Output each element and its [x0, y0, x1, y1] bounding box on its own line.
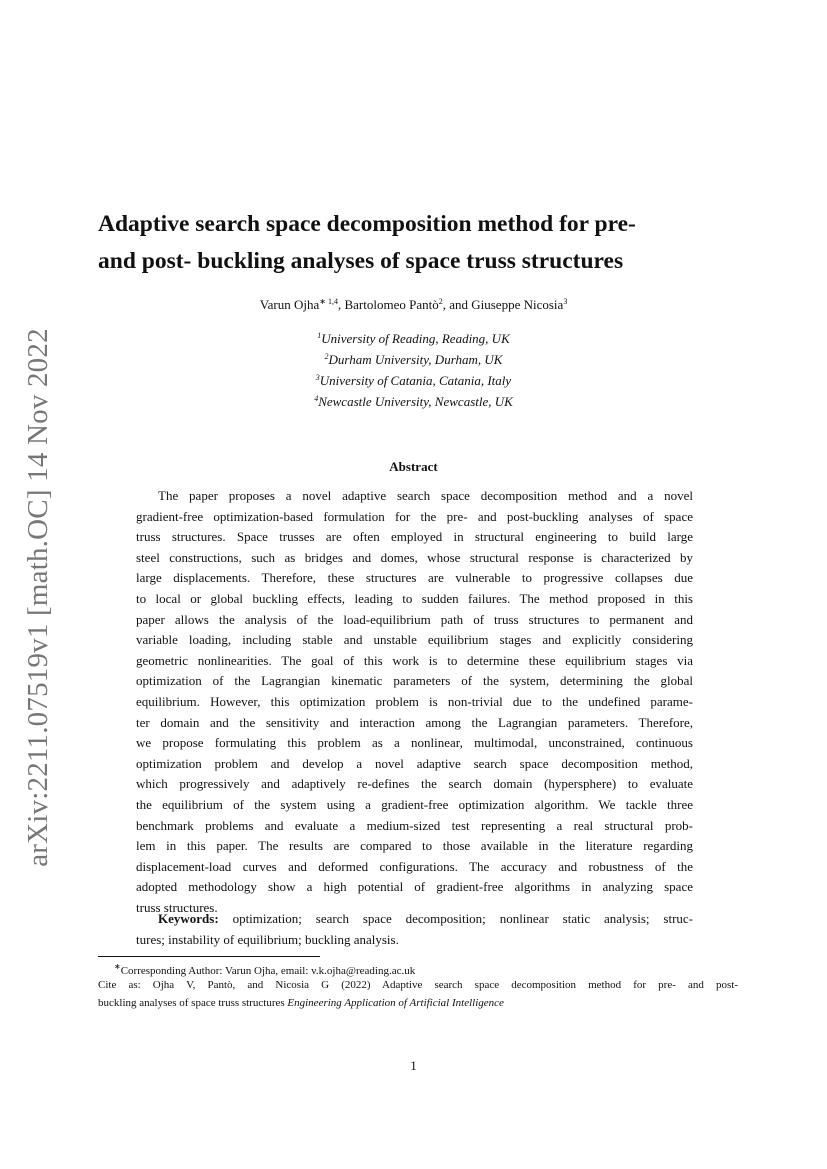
abstract-line: which progressively and adaptively re-defines the search domain (hypersphere) to evaluate	[136, 776, 693, 792]
page-number: 1	[410, 1058, 417, 1073]
footnote-mark: ∗	[114, 962, 121, 971]
abstract-line: variable loading, including stable and unstable equilibrium stages and explicitly considering	[136, 632, 693, 648]
affiliation	[0, 352, 827, 368]
citation-line: Cite as: Ojha V, Pantò, and Nicosia G (2022) Adaptive search space decomposition method for pre- and post-	[98, 979, 738, 991]
abstract-line: paper allows the analysis of the load-equilibrium path of truss structures to permanent and	[136, 611, 693, 627]
keywords-line: tures; instability of equilibrium; buckling analysis.	[136, 931, 399, 947]
affiliation-number: 1	[317, 331, 322, 340]
abstract-heading: Abstract	[389, 459, 438, 474]
abstract-line: we propose formulating this problem as a nonlinear, multimodal, unconstrained, continuous	[136, 735, 693, 751]
author-separator: ,	[337, 297, 345, 312]
citation-note	[98, 976, 738, 1012]
author-name: Giuseppe Nicosia	[471, 297, 564, 312]
abstract-line: truss structures. Space trusses are often employed in structural engineering to build large	[136, 529, 693, 545]
abstract-line: truss structures.	[136, 899, 218, 915]
author-list	[0, 297, 827, 313]
abstract-body	[136, 486, 693, 918]
affiliation-text: Durham University, Durham, UK	[328, 352, 503, 367]
abstract-line: to local or global buckling effects, leading to sudden failures. The method proposed in this	[136, 590, 693, 606]
footnote-text: Corresponding Author: Varun Ojha, email: v.k.ojha@reading.ac.uk	[120, 965, 416, 977]
abstract-line: displacement-load curves and deformed configurations. The accuracy and robustness of the	[136, 858, 693, 874]
abstract-line: adopted methodology show a high potential of gradient-free algorithms in analyzing space	[136, 879, 693, 895]
affiliation-number: 4	[314, 394, 319, 403]
title-line: and post- buckling analyses of space truss structures	[98, 248, 624, 274]
abstract-line: large displacements. Therefore, these structures are vulnerable to progressive collapses due	[136, 570, 693, 586]
affiliation	[0, 373, 827, 389]
abstract-line: lem in this paper. The results are compared to those available in the literature regarding	[136, 838, 693, 854]
abstract-line: ter domain and the sensitivity and interaction among the Lagrangian parameters. Therefore,	[136, 714, 693, 730]
affiliation-text: Newcastle University, Newcastle, UK	[318, 394, 513, 409]
arxiv-stamp-text: arXiv:2211.07519v1 [math.OC] 14 Nov 2022	[21, 327, 54, 867]
citation-journal: Engineering Application of Artificial Intelligence	[287, 997, 504, 1009]
author-separator: , and	[442, 297, 472, 312]
abstract-line: The paper proposes a novel adaptive search space decomposition method and a novel	[158, 488, 693, 503]
keywords-line	[136, 909, 693, 930]
abstract-line: gradient-free optimization-based formulation for the pre- and post-buckling analyses of space	[136, 508, 693, 524]
abstract-line: equilibrium. However, this optimization problem is non-trivial due to the undefined parame-	[136, 693, 693, 709]
affiliation-number: 2	[324, 352, 329, 361]
affiliation-text: University of Reading, Reading, UK	[321, 331, 510, 346]
author-marks: 3	[563, 297, 568, 306]
abstract-line: the equilibrium of the system using a gradient-free optimization algorithm. We tackle three	[136, 796, 693, 812]
arxiv-stamp	[18, 327, 58, 867]
keywords	[136, 909, 693, 950]
affiliation	[0, 331, 827, 347]
affiliation	[0, 394, 827, 410]
author-marks: 2	[438, 297, 443, 306]
author-marks: ∗ 1,4	[319, 297, 338, 306]
citation-line	[98, 994, 738, 1012]
title-line: Adaptive search space decomposition method for pre-	[98, 211, 636, 237]
abstract-line: geometric nonlinearities. The goal of this work is to determine these equilibrium stages via	[136, 652, 693, 668]
abstract-line: steel constructions, such as bridges and domes, whose structural response is characterized by	[136, 549, 693, 565]
keywords-label: Keywords:	[158, 911, 219, 926]
paper-title	[98, 206, 738, 280]
affiliation-number: 3	[315, 373, 320, 382]
abstract-line: optimization problem and develop a novel adaptive search space decomposition method,	[136, 755, 693, 771]
abstract-line: optimization of the Lagrangian kinematic parameters of the system, determining the global	[136, 673, 693, 689]
abstract-line: benchmark problems and evaluate a medium-sized test representing a real structural prob-	[136, 817, 693, 833]
affiliation-text: University of Catania, Catania, Italy	[319, 373, 512, 388]
citation-text: buckling analyses of space truss structures	[98, 997, 288, 1009]
author-name: Bartolomeo Pantò	[344, 297, 439, 312]
keywords-text: optimization; search space decomposition; nonlinear static analysis; struc-	[218, 911, 693, 926]
author-name: Varun Ojha	[259, 297, 320, 312]
footnote-rule	[98, 956, 320, 957]
